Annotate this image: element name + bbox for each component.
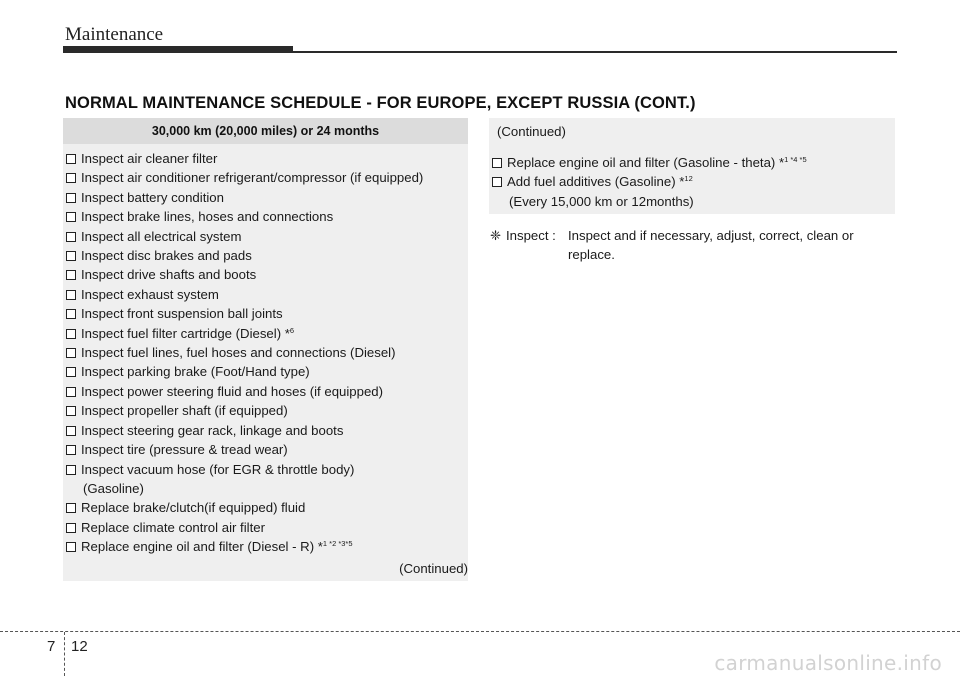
checklist-item-text: Replace brake/clutch(if equipped) fluid	[81, 500, 306, 516]
checklist-item	[66, 149, 423, 168]
checkbox-icon	[66, 232, 76, 242]
checkbox-icon	[66, 348, 76, 358]
note-symbol-icon: ❈	[490, 228, 502, 243]
note-text-line2: replace.	[568, 247, 615, 263]
section-title: NORMAL MAINTENANCE SCHEDULE - FOR EUROPE, EXCEPT RUSSIA (CONT.)	[65, 94, 696, 112]
checklist-item-text: Inspect air cleaner filter	[81, 151, 218, 166]
chapter-number: 7	[47, 638, 56, 655]
checklist-item-text: Inspect propeller shaft (if equipped)	[81, 403, 288, 419]
inspect-note	[490, 226, 895, 265]
note-text-line1: Inspect and if necessary, adjust, correct, clean or	[568, 228, 854, 243]
checklist-item-continuation	[66, 479, 423, 498]
checklist-item	[66, 362, 423, 381]
checklist-item-text: Replace engine oil and filter (Gasoline - theta) *	[507, 155, 785, 170]
checklist-item	[66, 304, 423, 323]
checklist-item-text: Inspect vacuum hose (for EGR & throttle body)	[81, 461, 355, 477]
checklist-item-text: Inspect steering gear rack, linkage and boots	[81, 422, 344, 438]
footnote-marker: 6	[289, 325, 295, 335]
checkbox-icon	[66, 503, 76, 513]
checklist-item	[492, 153, 807, 172]
checkbox-icon	[66, 445, 76, 455]
checkbox-icon	[66, 329, 76, 339]
checkbox-icon	[492, 177, 502, 187]
header-title: Maintenance	[65, 24, 164, 45]
checklist-item	[66, 265, 423, 284]
watermark: carmanualsonline.info	[714, 651, 942, 675]
checklist-item	[66, 440, 423, 459]
checklist-item-continuation	[492, 192, 807, 211]
checkbox-icon	[66, 290, 76, 300]
checklist-item-text: Inspect brake lines, hoses and connections	[81, 209, 334, 225]
left-checklist	[66, 149, 423, 557]
note-label: Inspect :	[506, 228, 556, 243]
checklist-item	[66, 343, 423, 362]
checklist-item	[66, 421, 423, 440]
checklist-item-text: Inspect power steering fluid and hoses (if equipped)	[81, 383, 384, 399]
checklist-item	[66, 460, 423, 479]
checklist-item-text: Replace engine oil and filter (Diesel - R) *	[81, 539, 323, 555]
checkbox-icon	[66, 426, 76, 436]
checkbox-icon	[66, 542, 76, 552]
checklist-item	[66, 227, 423, 246]
checklist-item	[66, 207, 423, 226]
checklist-item	[66, 518, 423, 537]
checkbox-icon	[66, 251, 76, 261]
checklist-item	[66, 246, 423, 265]
footnote-marker: 1 *2 *3*5	[322, 539, 353, 549]
checklist-item	[66, 498, 423, 517]
checklist-item	[66, 382, 423, 401]
checkbox-icon	[66, 212, 76, 222]
continued-label-right: (Continued)	[497, 124, 566, 139]
footer-vertical-divider	[64, 632, 65, 676]
checklist-item-text: Inspect fuel lines, fuel hoses and connections (Diesel)	[81, 345, 396, 361]
checklist-item	[492, 172, 807, 191]
checklist-item	[66, 168, 423, 187]
checkbox-icon	[66, 309, 76, 319]
checklist-item	[66, 401, 423, 420]
footer-divider	[0, 631, 960, 632]
checkbox-icon	[492, 158, 502, 168]
checklist-item	[66, 537, 423, 556]
header-rule-thin	[63, 51, 897, 53]
checkbox-icon	[66, 406, 76, 416]
checklist-item-text: Inspect front suspension ball joints	[81, 306, 283, 322]
checkbox-icon	[66, 193, 76, 203]
checklist-item-text: (Every 15,000 km or 12months)	[509, 193, 694, 209]
checkbox-icon	[66, 270, 76, 280]
checkbox-icon	[66, 387, 76, 397]
checkbox-icon	[66, 154, 76, 164]
checklist-item	[66, 188, 423, 207]
checklist-item-text: Inspect fuel filter cartridge (Diesel) *	[81, 325, 290, 341]
interval-heading: 30,000 km (20,000 miles) or 24 months	[63, 118, 468, 144]
checklist-item-text: Inspect tire (pressure & tread wear)	[81, 442, 288, 458]
checkbox-icon	[66, 173, 76, 183]
checklist-item-text: Inspect exhaust system	[81, 286, 219, 302]
continued-label-left: (Continued)	[399, 561, 468, 576]
checklist-item	[66, 324, 423, 343]
checklist-item-text: Add fuel additives (Gasoline) *	[507, 174, 685, 190]
checklist-item-text: Inspect parking brake (Foot/Hand type)	[81, 364, 310, 380]
checklist-item-text: Replace climate control air filter	[81, 519, 265, 535]
checklist-item-text: Inspect all electrical system	[81, 228, 242, 244]
right-checklist	[492, 153, 807, 211]
checklist-item-text: Inspect air conditioner refrigerant/compressor (if equipped)	[81, 170, 424, 186]
checklist-item-text: Inspect drive shafts and boots	[81, 267, 257, 283]
checkbox-icon	[66, 523, 76, 533]
footnote-marker: 1 *4 *5	[784, 155, 807, 164]
page-number: 12	[71, 638, 88, 655]
checklist-item-text: Inspect disc brakes and pads	[81, 248, 252, 264]
checklist-item-text: Inspect battery condition	[81, 189, 224, 205]
checklist-item	[66, 285, 423, 304]
footnote-marker: 12	[684, 174, 693, 184]
checkbox-icon	[66, 367, 76, 377]
checkbox-icon	[66, 465, 76, 475]
checklist-item-text: (Gasoline)	[83, 480, 144, 496]
